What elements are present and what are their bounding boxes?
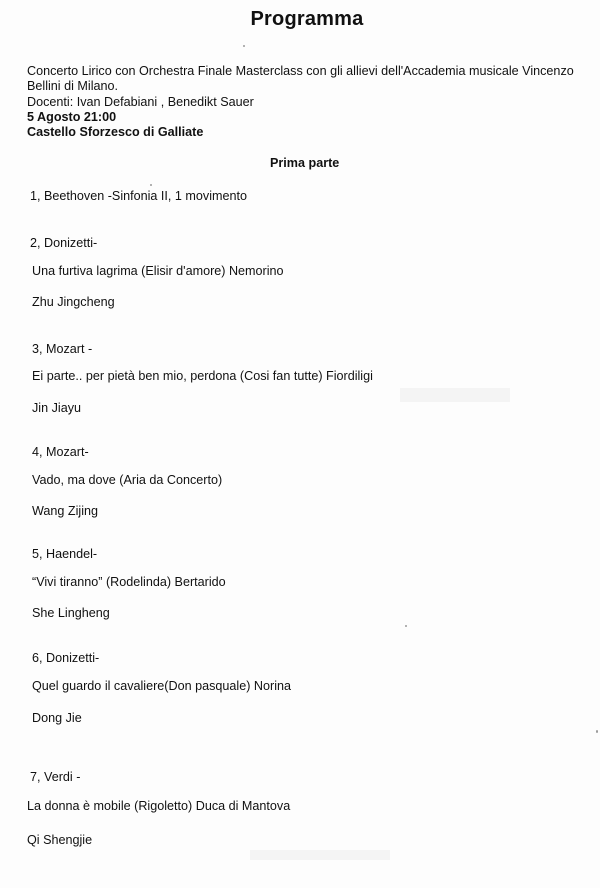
- concert-date: 5 Agosto 21:00: [27, 109, 117, 124]
- program-item-5-heading: 5, Haendel-: [32, 547, 98, 561]
- scan-speck: [405, 625, 407, 627]
- page-title: Programma: [250, 8, 364, 30]
- program-item-3-performer: Jin Jiayu: [32, 401, 81, 415]
- program-item-7-performer: Qi Shengjie: [27, 833, 93, 847]
- program-item-6-heading: 6, Donizetti-: [32, 651, 100, 665]
- part-title: Prima parte: [270, 156, 340, 170]
- scan-smudge: [250, 850, 390, 860]
- program-item-1-heading: 1, Beethoven -Sinfonia II, 1 movimento: [30, 189, 248, 203]
- program-item-4-heading: 4, Mozart-: [32, 445, 89, 459]
- program-item-2-performer: Zhu Jingcheng: [32, 295, 115, 309]
- program-item-2-piece: Una furtiva lagrima (Elisir d'amore) Nemorino: [32, 264, 284, 278]
- concert-venue: Castello Sforzesco di Galliate: [27, 125, 204, 140]
- program-item-7-piece: La donna è mobile (Rigoletto) Duca di Mantova: [27, 799, 291, 813]
- program-item-5-performer: She Lingheng: [32, 606, 110, 620]
- program-item-5-piece: “Vivi tiranno” (Rodelinda) Bertarido: [32, 575, 226, 589]
- program-item-6-performer: Dong Jie: [32, 711, 82, 725]
- concert-teachers: Docenti: Ivan Defabiani , Benedikt Sauer: [27, 94, 254, 109]
- scan-speck: [150, 184, 152, 186]
- concert-description: Concerto Lirico con Orchestra Finale Masterclass con gli allievi dell'Accademia musicale Vincenzo Bellini di Milano.: [27, 64, 574, 94]
- program-item-7-heading: 7, Verdi -: [30, 770, 81, 784]
- program-item-4-piece: Vado, ma dove (Aria da Concerto): [32, 473, 223, 487]
- scan-speck: [596, 730, 598, 733]
- program-item-4-performer: Wang Zijing: [32, 504, 99, 518]
- scan-speck: [243, 45, 245, 47]
- scan-smudge: [400, 388, 510, 402]
- program-item-2-heading: 2, Donizetti-: [30, 236, 98, 250]
- concert-intro: [27, 64, 592, 140]
- program-item-3-heading: 3, Mozart -: [32, 342, 93, 356]
- program-item-3-piece: Ei parte.. per pietà ben mio, perdona (Cosi fan tutte) Fiordiligi: [32, 369, 373, 383]
- program-item-6-piece: Quel guardo il cavaliere(Don pasquale) Norina: [32, 679, 292, 693]
